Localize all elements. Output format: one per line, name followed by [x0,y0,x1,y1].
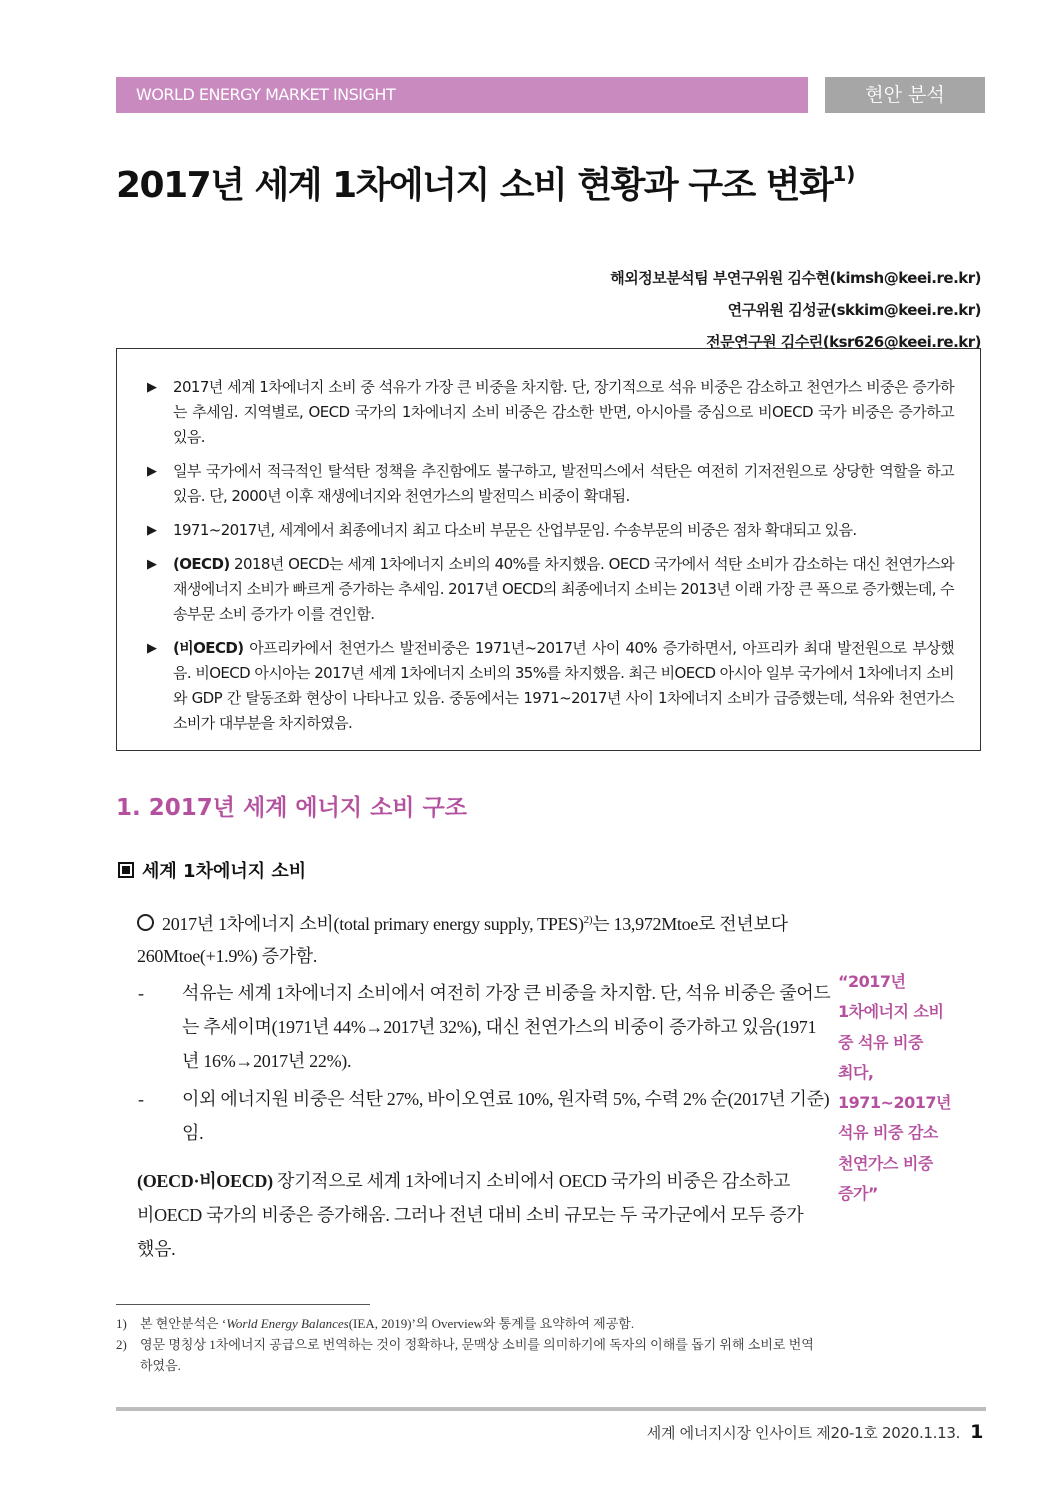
pull-quote-line: 천연가스 비중 [838,1153,933,1173]
footnote-text: 본 현안분석은 ‘ [140,1316,227,1331]
footnote-italic: World Energy Balances [226,1316,349,1331]
author-list [610,262,981,358]
footnote-number: 2) [116,1337,127,1352]
header-band-right: 현안 분석 [825,77,985,113]
header-band-left: WORLD ENERGY MARKET INSIGHT [116,77,808,113]
body-paragraph [137,1164,809,1266]
dash-marker: - [138,1089,144,1109]
author-line: 전문연구원 김수린(ksr626@keei.re.kr) [706,333,981,351]
pull-quote [838,967,978,1209]
body-p1: 2017년 1차에너지 소비(total primary energy supply, TPES) [162,914,584,934]
summary-text: 일부 국가에서 적극적인 탈석탄 정책을 추진함에도 불구하고, 발전믹스에서 석탄은 여전히 기저전원으로 상당한 역할을 하고 있음. 단, 2000년 이후 재생에너지와 천연가스의 발전믹스 비중이 확대됨. [173,462,954,505]
body-p2-lead: (OECD·비OECD) [137,1171,273,1191]
summary-text: 2018년 OECD는 세계 1차에너지 소비의 40%를 차지했음. OECD 국가에서 석탄 소비가 감소하는 대신 천연가스와 재생에너지 소비가 빠르게 증가하는 추세임. 2017년 OECD의 최종에너지 소비는 2013년 이래 가장 큰 폭으로 증가했는데, 수송부문 소비 증가가 이를 견인함. [173,555,954,623]
footer-divider [116,1407,986,1411]
summary-lead: (OECD) [173,555,230,573]
pull-quote-line: 증가” [838,1184,878,1204]
footnote-ref: 2) [583,914,593,926]
body-p2: 장기적으로 세계 1차에너지 소비에서 OECD 국가의 비중은 감소하고 비OECD 국가의 비중은 증가해옴. 그러나 전년 대비 소비 규모는 두 국가군에서 모두 증가했음. [137,1171,804,1259]
page-number: 1 [970,1421,983,1443]
footnotes [116,1313,816,1376]
body-dash1: 석유는 세계 1차에너지 소비에서 여전히 가장 큰 비중을 차지함. 단, 석유 비중은 줄어드는 추세이며(1971년 44%→2017년 32%), 대신 천연가스의 비중이 증가하고 있음(1971년 16%→2017년 22%). [182,983,831,1071]
triangle-bullet-icon: ▶ [147,523,157,538]
summary-lead: (비OECD) [173,639,244,657]
triangle-bullet-icon: ▶ [147,380,157,395]
summary-item [147,375,954,450]
summary-item [147,518,954,543]
triangle-bullet-icon: ▶ [147,557,157,572]
pull-quote-line: 중 석유 비중 [838,1032,923,1052]
circle-bullet-icon [137,914,154,931]
section-heading: 1. 2017년 세계 에너지 소비 구조 [116,795,467,821]
title-footnote-ref: 1) [832,162,856,186]
footnote-divider [116,1304,370,1305]
subsection-heading-text: 세계 1차에너지 소비 [142,861,307,882]
body-dash2: 이외 에너지원 비중은 석탄 27%, 바이오연료 10%, 원자력 5%, 수력 2% 순(2017년 기준)임. [182,1089,830,1143]
page-title [116,150,1016,210]
square-bullet-icon [118,862,134,878]
pull-quote-line: 1971~2017년 [838,1093,951,1113]
subsection-heading [118,857,306,883]
footnote-number: 1) [116,1316,127,1331]
body-dash-item [138,976,832,1078]
pull-quote-line: 석유 비중 감소 [838,1123,938,1143]
pull-quote-line: 1차에너지 소비 [838,1002,944,1022]
triangle-bullet-icon: ▶ [147,464,157,479]
summary-item [147,552,954,627]
summary-item [147,636,954,736]
author-line: 연구위원 김성균(skkim@keei.re.kr) [727,301,981,319]
pull-quote-line: 최다, [838,1062,874,1082]
pull-quote-line: “2017년 [838,972,906,991]
summary-text: 2017년 세계 1차에너지 소비 중 석유가 가장 큰 비중을 차지함. 단, 장기적으로 석유 비중은 감소하고 천연가스 비중은 증가하는 추세임. 지역별로, OECD 국가의 1차에너지 소비 비중은 감소한 반면, 아시아를 중심으로 비OECD 국가 비중은 증가하고 있음. [173,378,954,446]
footer-publication: 세계 에너지시장 인사이트 제20-1호 2020.1.13. [646,1424,961,1442]
footnote [116,1313,816,1334]
author-line: 해외정보분석팀 부연구위원 김수현(kimsh@keei.re.kr) [610,269,981,287]
page-footer [647,1421,983,1443]
body-dash-item [138,1082,832,1150]
summary-text: 아프리카에서 천연가스 발전비중은 1971년~2017년 사이 40% 증가하면서, 아프리카 최대 발전원으로 부상했음. 비OECD 아시아는 2017년 세계 1차에너지 소비의 35%를 차지했음. 최근 비OECD 아시아 일부 국가에서 1차에너지 소비와 GDP 간 탈동조화 현상이 나타나고 있음. 중동에서는 1971~2017년 사이 1차에너지 소비가 급증했는데, 석유와 천연가스 소비가 대부분을 차지하였음. [173,639,954,732]
dash-marker: - [138,983,144,1003]
body-p1-rest: 는 13,972Mtoe로 전년보다 260Mtoe(+1.9%) 증가함. [137,914,788,966]
footnote-text: 영문 명칭상 1차에너지 공급으로 번역하는 것이 정확하나, 문맥상 소비를 의미하기에 독자의 이해를 돕기 위해 소비로 번역하였음. [140,1337,814,1373]
footnote-text-post: (IEA, 2019)’의 Overview와 통계를 요약하여 제공함. [348,1316,635,1331]
summary-text: 1971~2017년, 세계에서 최종에너지 최고 다소비 부문은 산업부문임. 수송부문의 비중은 점차 확대되고 있음. [173,521,857,539]
triangle-bullet-icon: ▶ [147,641,157,656]
body-paragraph [137,904,809,972]
summary-item [147,459,954,509]
footnote [116,1334,816,1376]
summary-box [116,348,981,751]
title-text: 2017년 세계 1차에너지 소비 현황과 구조 변화 [116,165,833,206]
